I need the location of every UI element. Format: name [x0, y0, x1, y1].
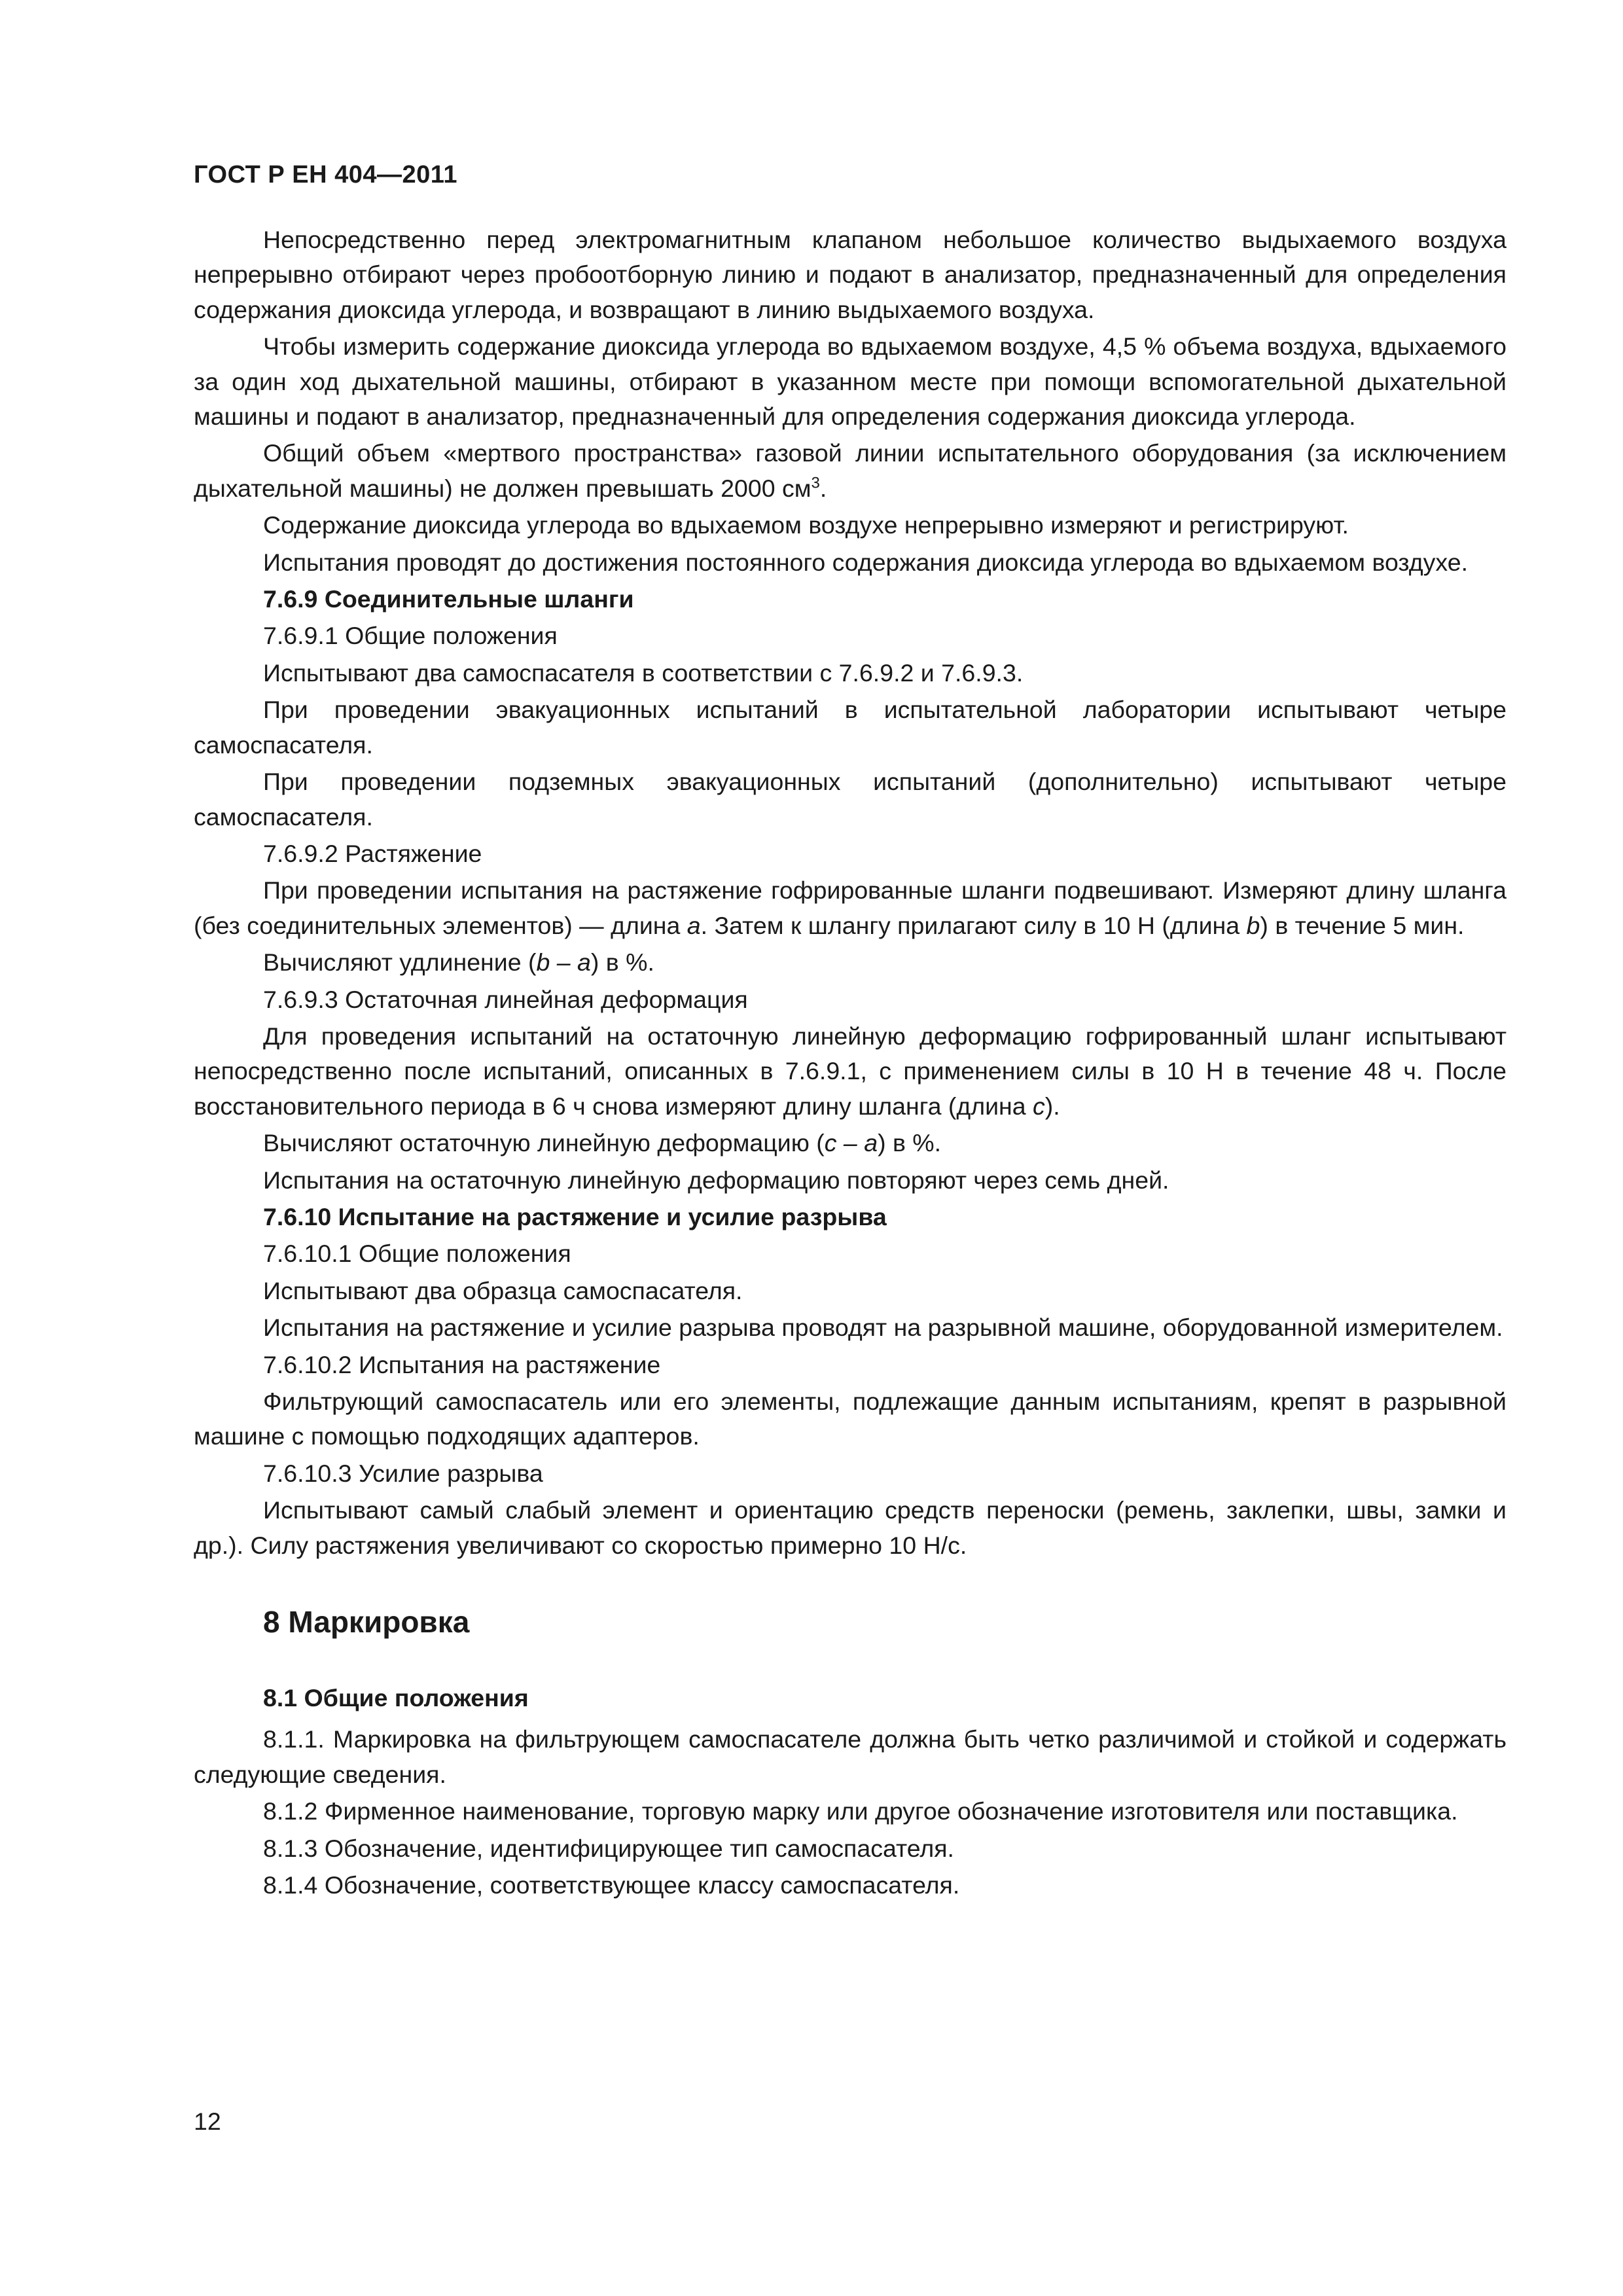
paragraph: 8.1.3 Обозначение, идентифицирующее тип самоспасателя.: [263, 1834, 954, 1862]
paragraph-text: ) в %.: [590, 948, 654, 977]
subsection-heading: 7.6.9.1 Общие положения: [263, 622, 558, 650]
subsection-heading: 7.6.10.2 Испытания на растяжение: [263, 1350, 661, 1378]
paragraph: При проведении подземных эвакуационных испытаний (дополнительно) испытывают четыре самоспасателя.: [194, 768, 1507, 831]
paragraph: [194, 1019, 1507, 1124]
paragraph-text: ) в течение 5 мин.: [1260, 911, 1465, 939]
paragraph: 8.1.1. Маркировка на фильтрующем самоспасателе должна быть четко различимой и стойкой и содержать следующие сведения.: [194, 1725, 1507, 1788]
document-code-header: ГОСТ Р ЕН 404—2011: [194, 161, 457, 188]
variable: a: [687, 911, 701, 939]
paragraph: [194, 1126, 1507, 1160]
section-heading-8: 8 Маркировка: [263, 1605, 470, 1640]
paragraph-text: Общий объем «мертвого пространства» газовой линии испытательного оборудования (за исключением дыхательной машины) не должен превышать 2000 см: [194, 439, 1507, 502]
section-heading-8-1: 8.1 Общие положения: [263, 1684, 529, 1712]
paragraph: 8.1.2 Фирменное наименование, торговую марку или другое обозначение изготовителя или поставщика.: [263, 1797, 1458, 1825]
paragraph: Содержание диоксида углерода во вдыхаемом воздухе непрерывно измеряют и регистрируют.: [263, 511, 1349, 539]
formula: c – a: [824, 1129, 878, 1157]
paragraph-text: . Затем к шлангу прилагают силу в 10 Н (длина: [700, 911, 1247, 939]
variable: b: [1246, 911, 1260, 939]
paragraph: Испытания на остаточную линейную деформацию повторяют через семь дней.: [263, 1166, 1169, 1194]
subsection-heading: 7.6.10.3 Усилие разрыва: [263, 1459, 543, 1487]
section-heading-7-6-10: 7.6.10 Испытание на растяжение и усилие разрыва: [263, 1202, 887, 1230]
subsection-heading: 7.6.10.1 Общие положения: [263, 1240, 571, 1268]
document-body: [194, 223, 1507, 1905]
punctuation: .: [819, 474, 827, 502]
paragraph: Непосредственно перед электромагнитным клапаном небольшое количество выдыхаемого воздуха непрерывно отбирают через пробоотборную линию и подают в анализатор, предназначенный для определения содержания диоксида углерода, и возвращают в линию выдыхаемого воздуха.: [194, 226, 1507, 323]
paragraph: При проведении эвакуационных испытаний в испытательной лаборатории испытывают четыре самоспасателя.: [194, 696, 1507, 759]
paragraph: [194, 945, 1507, 980]
paragraph: Испытывают два самоспасателя в соответствии с 7.6.9.2 и 7.6.9.3.: [263, 658, 1024, 687]
paragraph-text: Для проведения испытаний на остаточную линейную деформацию гофрированный шланг испытывают непосредственно после испытаний, описанных в 7.6.9.1, с применением силы в 10 Н в течение 48 ч. После восстановительного периода в 6 ч снова измеряют длину шланга (длина: [194, 1022, 1507, 1120]
paragraph-text: ).: [1044, 1092, 1060, 1120]
section-heading-7-6-9: 7.6.9 Соединительные шланги: [263, 585, 634, 613]
paragraph-text: Вычисляют остаточную линейную деформацию (: [263, 1129, 825, 1157]
subsection-heading: 7.6.9.3 Остаточная линейная деформация: [263, 985, 748, 1013]
subsection-heading: 7.6.9.2 Растяжение: [263, 839, 482, 867]
paragraph: Испытывают самый слабый элемент и ориентацию средств переноски (ремень, заклепки, швы, замки и др.). Силу растяжения увеличивают со скоростью примерно 10 Н/с.: [194, 1496, 1507, 1559]
paragraph-text: ) в %.: [878, 1129, 942, 1157]
superscript: 3: [811, 474, 820, 492]
paragraph: Испытывают два образца самоспасателя.: [263, 1276, 743, 1304]
page-number: 12: [194, 2108, 221, 2135]
paragraph: [194, 436, 1507, 506]
variable: c: [1033, 1092, 1045, 1120]
paragraph: Испытания проводят до достижения постоянного содержания диоксида углерода во вдыхаемом воздухе.: [263, 548, 1468, 576]
paragraph-text: При проведении испытания на растяжение гофрированные шланги подвешивают. Измеряют длину шланга (без соединительных элементов) — длина: [194, 876, 1507, 939]
paragraph-text: Чтобы измерить содержание диоксида углерода во вдыхаемом воздухе, 4,5 % объема воздуха, вдыхаемого за один ход дыхательной машины, отбирают в указанном месте при помощи вспомогательной дыхательной машины и подают в анализатор, предназначенный для определения содержания диоксида углерода.: [194, 332, 1507, 431]
formula: b – a: [536, 948, 591, 977]
paragraph-text: Вычисляют удлинение (: [263, 948, 537, 977]
paragraph: Фильтрующий самоспасатель или его элементы, подлежащие данным испытаниям, крепят в разрывной машине с помощью подходящих адаптеров.: [194, 1388, 1507, 1450]
paragraph: Испытания на растяжение и усилие разрыва проводят на разрывной машине, оборудованной измерителем.: [263, 1314, 1503, 1342]
paragraph: [194, 329, 1507, 434]
paragraph: 8.1.4 Обозначение, соответствующее классу самоспасателя.: [263, 1871, 960, 1899]
paragraph: [194, 873, 1507, 943]
